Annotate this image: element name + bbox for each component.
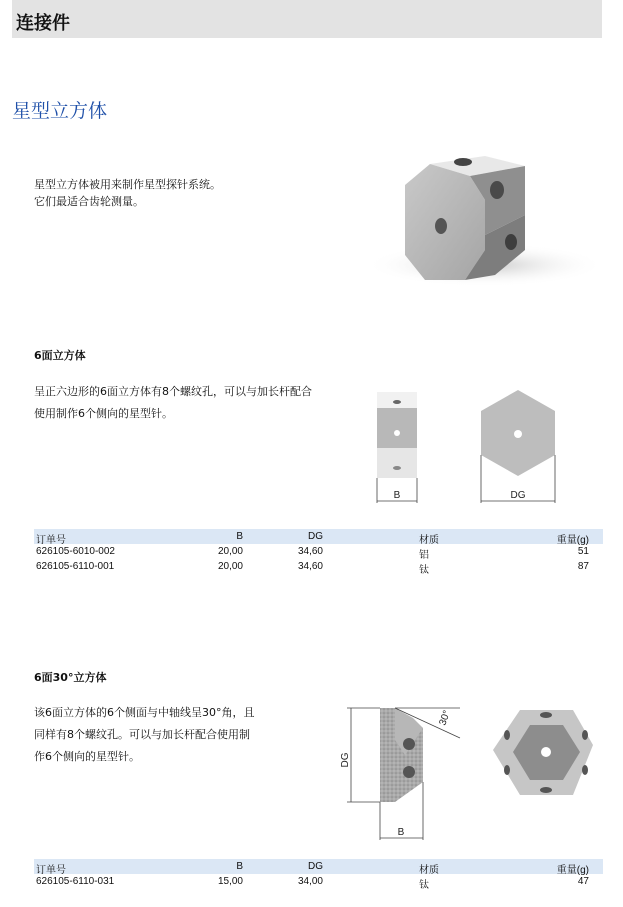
product1-desc-line-2: 使用制作6个侧向的星型针。 <box>34 407 173 420</box>
product2-label-angle: 30° <box>437 709 453 728</box>
product2-title: 6面30°立方体 <box>34 671 107 684</box>
table-row <box>34 544 603 559</box>
column-header-dg: DG <box>308 531 323 542</box>
cell-weight: 47 <box>577 876 589 887</box>
column-header-dg: DG <box>308 861 323 872</box>
intro-text <box>34 176 221 210</box>
cell-dg: 34,60 <box>297 561 323 572</box>
intro-line-1: 星型立方体被用来制作星型探针系统。 <box>34 178 221 191</box>
cell-order: 626105-6010-002 <box>36 546 115 557</box>
table-header-row <box>34 529 603 544</box>
product1-table <box>34 529 603 574</box>
product2-desc-line-1: 该6面立方体的6个侧面与中轴线呈30°角，且 <box>34 706 255 719</box>
cell-b: 20,00 <box>217 561 243 572</box>
header-title: 连接件 <box>16 13 70 34</box>
column-header-material: 材质 <box>419 535 439 546</box>
cell-b: 15,00 <box>217 876 243 887</box>
cell-dg: 34,60 <box>297 546 323 557</box>
product2-diagram <box>335 700 603 842</box>
table-row <box>34 559 603 574</box>
product2-description <box>34 702 274 768</box>
column-header-b: B <box>236 531 243 542</box>
cell-weight: 51 <box>577 546 589 557</box>
cell-material: 钛 <box>419 565 429 576</box>
product1-diagram <box>365 385 575 510</box>
star-cube-image <box>335 140 603 295</box>
cell-b: 20,00 <box>217 546 243 557</box>
section-title: 星型立方体 <box>12 100 108 122</box>
column-header-weight: 重量(g) <box>556 535 589 546</box>
column-header-order: 订单号 <box>36 535 66 546</box>
product2-desc-line-2: 同样有8个螺纹孔。可以与加长杆配合使用制 <box>34 728 250 741</box>
product2-label-b: B <box>397 827 405 838</box>
cell-material: 铝 <box>419 550 429 561</box>
product1-label-b: B <box>393 490 401 501</box>
product1-desc-line-1: 呈正六边形的6面立方体有8个螺纹孔，可以与加长杆配合 <box>34 385 312 398</box>
product2-table <box>34 859 603 889</box>
column-header-weight: 重量(g) <box>556 865 589 876</box>
cell-order: 626105-6110-031 <box>36 876 115 887</box>
cell-material: 钛 <box>419 880 429 891</box>
column-header-material: 材质 <box>419 865 439 876</box>
product1-label-dg: DG <box>510 490 526 501</box>
cell-order: 626105-6110-001 <box>36 561 115 572</box>
table-header-row <box>34 859 603 874</box>
product2-label-dg: DG <box>340 752 351 768</box>
cell-dg: 34,00 <box>297 876 323 887</box>
cell-weight: 87 <box>577 561 589 572</box>
table-row <box>34 874 603 889</box>
column-header-order: 订单号 <box>36 865 66 876</box>
product1-title: 6面立方体 <box>34 349 86 362</box>
intro-line-2: 它们最适合齿轮测量。 <box>34 195 144 208</box>
product1-description <box>34 381 334 425</box>
product2-desc-line-3: 作6个侧向的星型针。 <box>34 750 140 763</box>
column-header-b: B <box>236 861 243 872</box>
header-bar <box>12 0 602 38</box>
